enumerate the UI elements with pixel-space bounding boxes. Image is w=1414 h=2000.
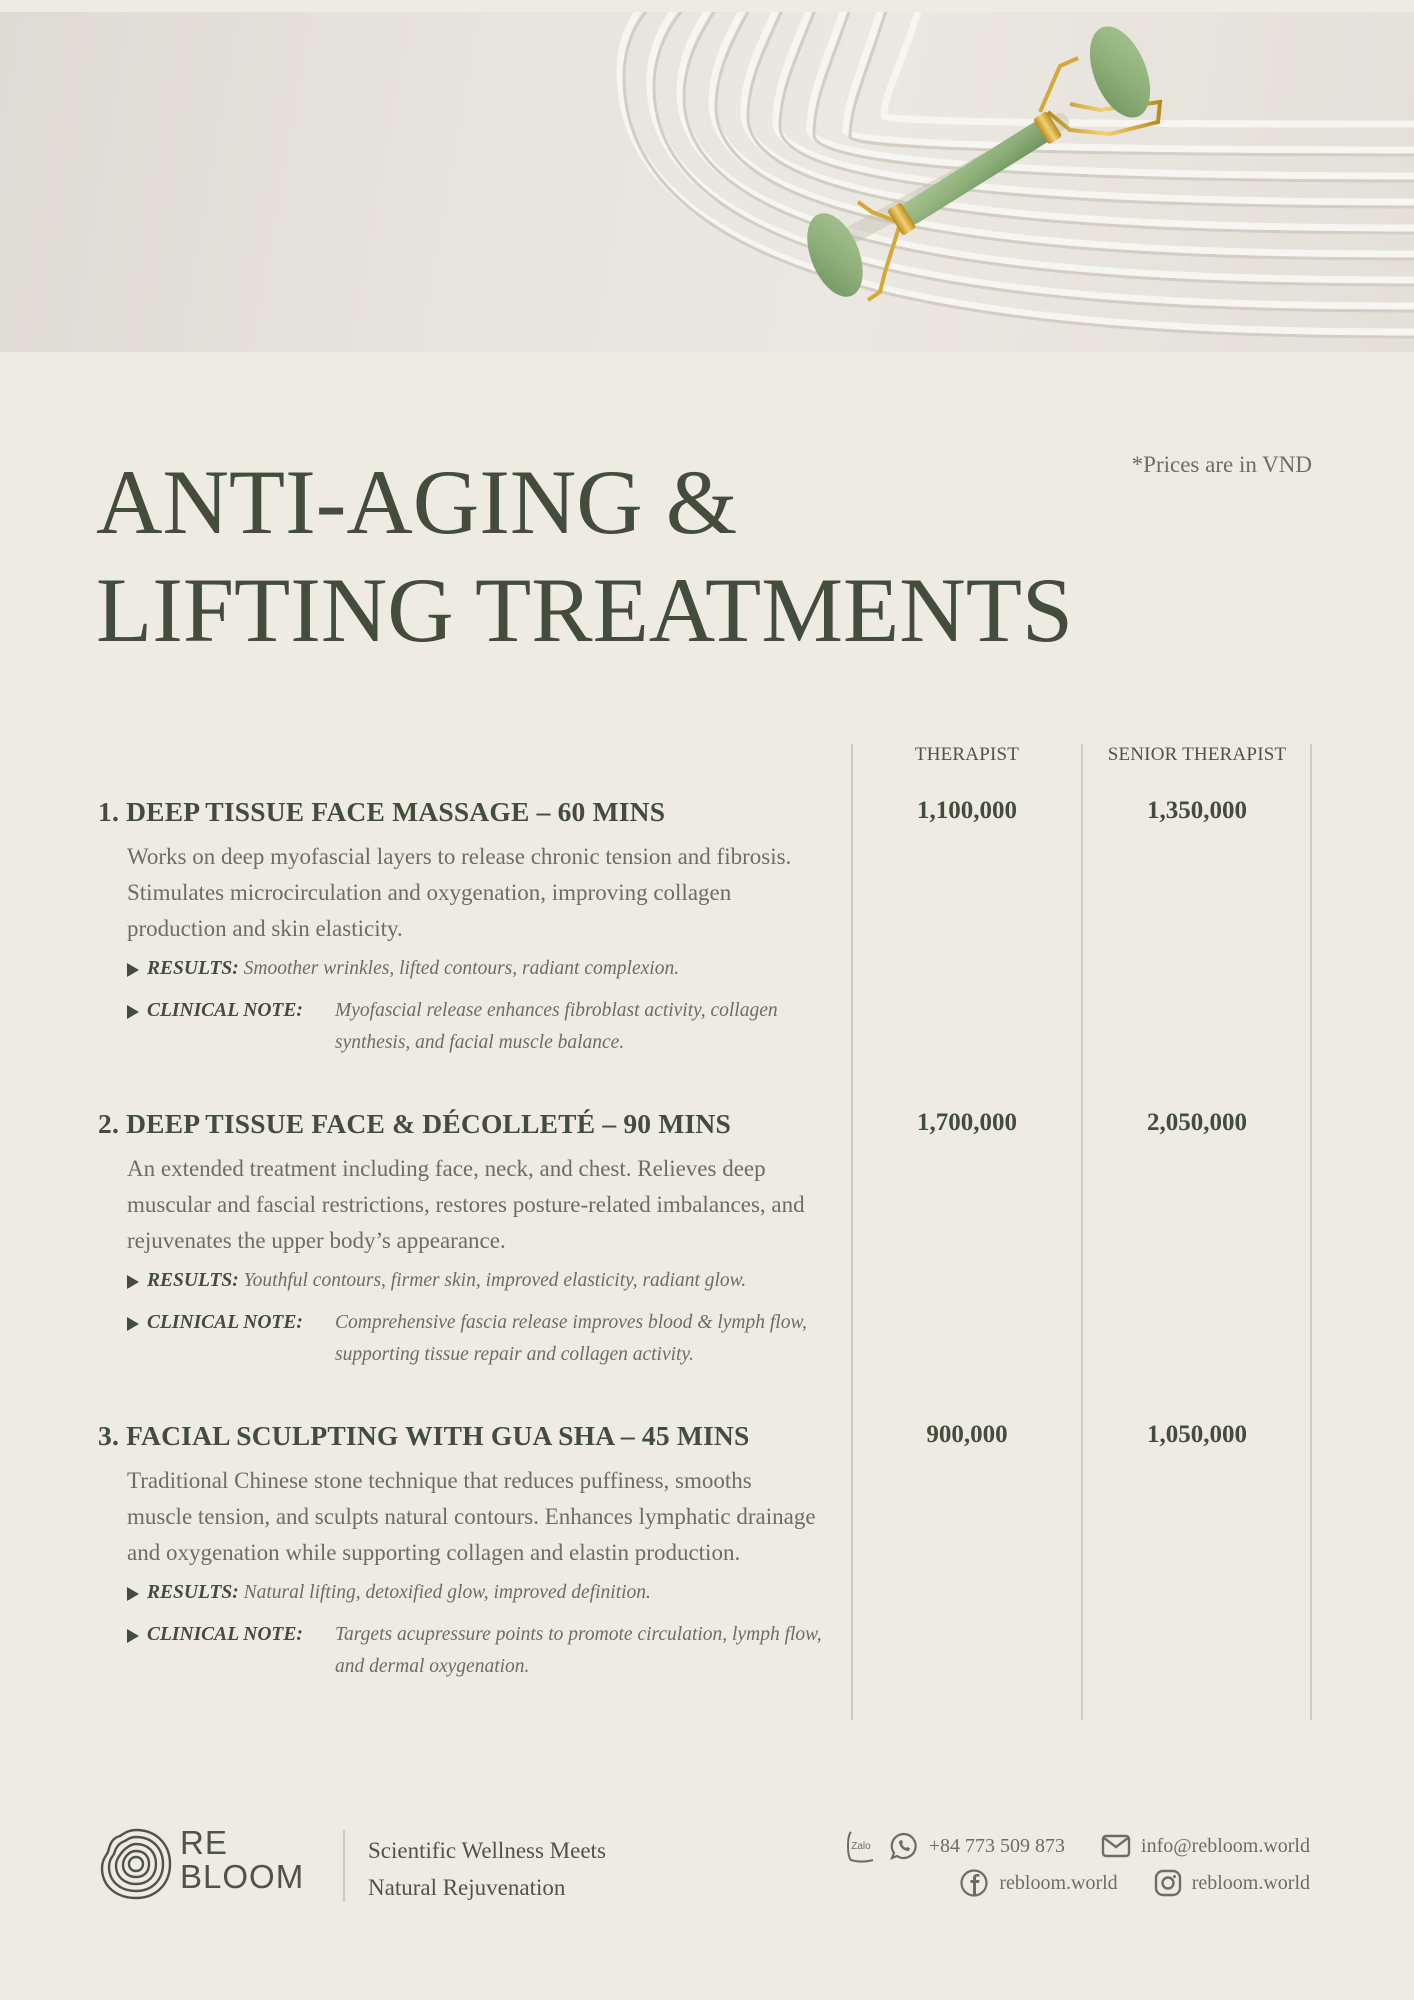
service-item [98, 1419, 838, 1683]
price-senior-therapist: 1,050,000 [1147, 1421, 1247, 1448]
jade-roller-illustration [0, 12, 1414, 352]
results-bullet [127, 953, 838, 985]
column-header-therapist: THERAPIST [914, 744, 1020, 765]
price-senior-therapist: 2,050,000 [1147, 1109, 1247, 1136]
svg-text:Zalo: Zalo [851, 1841, 871, 1852]
results-text: Youthful contours, firmer skin, improved elasticity, radiant glow. [243, 1270, 747, 1291]
tagline-line-1: Scientific Wellness Meets [368, 1838, 606, 1863]
triangle-bullet-icon [127, 963, 139, 977]
price-therapist: 1,700,000 [917, 1109, 1017, 1136]
clinical-note-text: Comprehensive fascia release improves blood & lymph flow, supporting tissue repair and collagen activity. [335, 1312, 807, 1365]
price-currency-note: *Prices are in VND [1131, 452, 1312, 477]
clinical-note-bullet [127, 1307, 838, 1371]
brand-name [180, 1826, 304, 1894]
title-line-2: LIFTING TREATMENTS [96, 559, 1074, 661]
phone-number[interactable]: +84 773 509 873 [928, 1834, 1066, 1857]
instagram-icon[interactable] [1154, 1869, 1182, 1897]
results-label: RESULTS: [147, 958, 239, 979]
service-item [98, 795, 838, 1059]
results-text: Natural lifting, detoxified glow, improved definition. [243, 1582, 651, 1603]
contact-row-social [959, 1868, 1310, 1898]
tagline-line-2: Natural Rejuvenation [368, 1875, 566, 1900]
instagram-handle[interactable]: rebloom.world [1191, 1871, 1310, 1894]
service-description: Works on deep myofascial layers to release chronic tension and fibrosis. Stimulates microcirculation and oxygenation, improving collagen production and skin elasticity. [127, 844, 792, 941]
facebook-icon[interactable] [959, 1868, 989, 1898]
clinical-note-bullet [127, 1619, 838, 1683]
triangle-bullet-icon [127, 1629, 139, 1643]
zalo-icon[interactable] [843, 1828, 879, 1864]
clinical-note-bullet [127, 995, 838, 1059]
column-divider [851, 744, 853, 1720]
brand-line-2: BLOOM [180, 1858, 305, 1895]
tagline [368, 1832, 606, 1906]
results-bullet [127, 1265, 838, 1297]
triangle-bullet-icon [127, 1587, 139, 1601]
facebook-handle[interactable]: rebloom.world [999, 1871, 1118, 1894]
email-address[interactable]: info@rebloom.world [1141, 1834, 1310, 1857]
column-divider [1081, 744, 1083, 1720]
clinical-note-text: Targets acupressure points to promote circulation, lymph flow, and dermal oxygenation. [335, 1624, 822, 1677]
hero-image [0, 12, 1414, 352]
column-header-senior-therapist: SENIOR THERAPIST [1107, 744, 1287, 765]
price-therapist: 1,100,000 [917, 797, 1017, 824]
triangle-bullet-icon [127, 1317, 139, 1331]
service-description: Traditional Chinese stone technique that reduces puffiness, smooths muscle tension, and sculpts natural contours. Enhances lymphatic drainage and oxygenation while supporting collagen and elastin production. [127, 1468, 816, 1565]
price-senior-therapist: 1,350,000 [1147, 797, 1247, 824]
rebloom-logo-icon [98, 1826, 174, 1902]
service-title: 1. DEEP TISSUE FACE MASSAGE – 60 MINS [98, 796, 666, 827]
results-text: Smoother wrinkles, lifted contours, radiant complexion. [243, 958, 680, 979]
clinical-note-label: CLINICAL NOTE: [147, 1312, 303, 1333]
contact-row-phone-email [843, 1828, 1310, 1864]
results-label: RESULTS: [147, 1582, 239, 1603]
page-title [96, 448, 1073, 664]
column-divider [1310, 744, 1312, 1720]
triangle-bullet-icon [127, 1275, 139, 1289]
title-line-1: ANTI-AGING & [96, 451, 738, 553]
email-icon[interactable] [1101, 1834, 1131, 1858]
service-description: An extended treatment including face, neck, and chest. Relieves deep muscular and fascial restrictions, restores posture-related imbalances, and rejuvenates the upper body’s appearance. [127, 1156, 805, 1253]
price-therapist: 900,000 [926, 1421, 1008, 1448]
results-bullet [127, 1577, 838, 1609]
service-title: 2. DEEP TISSUE FACE & DÉCOLLETÉ – 90 MINS [98, 1108, 731, 1139]
triangle-bullet-icon [127, 1005, 139, 1019]
clinical-note-label: CLINICAL NOTE: [147, 1000, 303, 1021]
service-item [98, 1107, 838, 1371]
whatsapp-icon[interactable] [889, 1831, 919, 1861]
service-title: 3. FACIAL SCULPTING WITH GUA SHA – 45 MINS [98, 1420, 750, 1451]
clinical-note-text: Myofascial release enhances fibroblast activity, collagen synthesis, and facial muscle balance. [335, 1000, 778, 1053]
brand-line-1: RE [180, 1824, 228, 1861]
results-label: RESULTS: [147, 1270, 239, 1291]
clinical-note-label: CLINICAL NOTE: [147, 1624, 303, 1645]
footer-divider [343, 1830, 345, 1902]
